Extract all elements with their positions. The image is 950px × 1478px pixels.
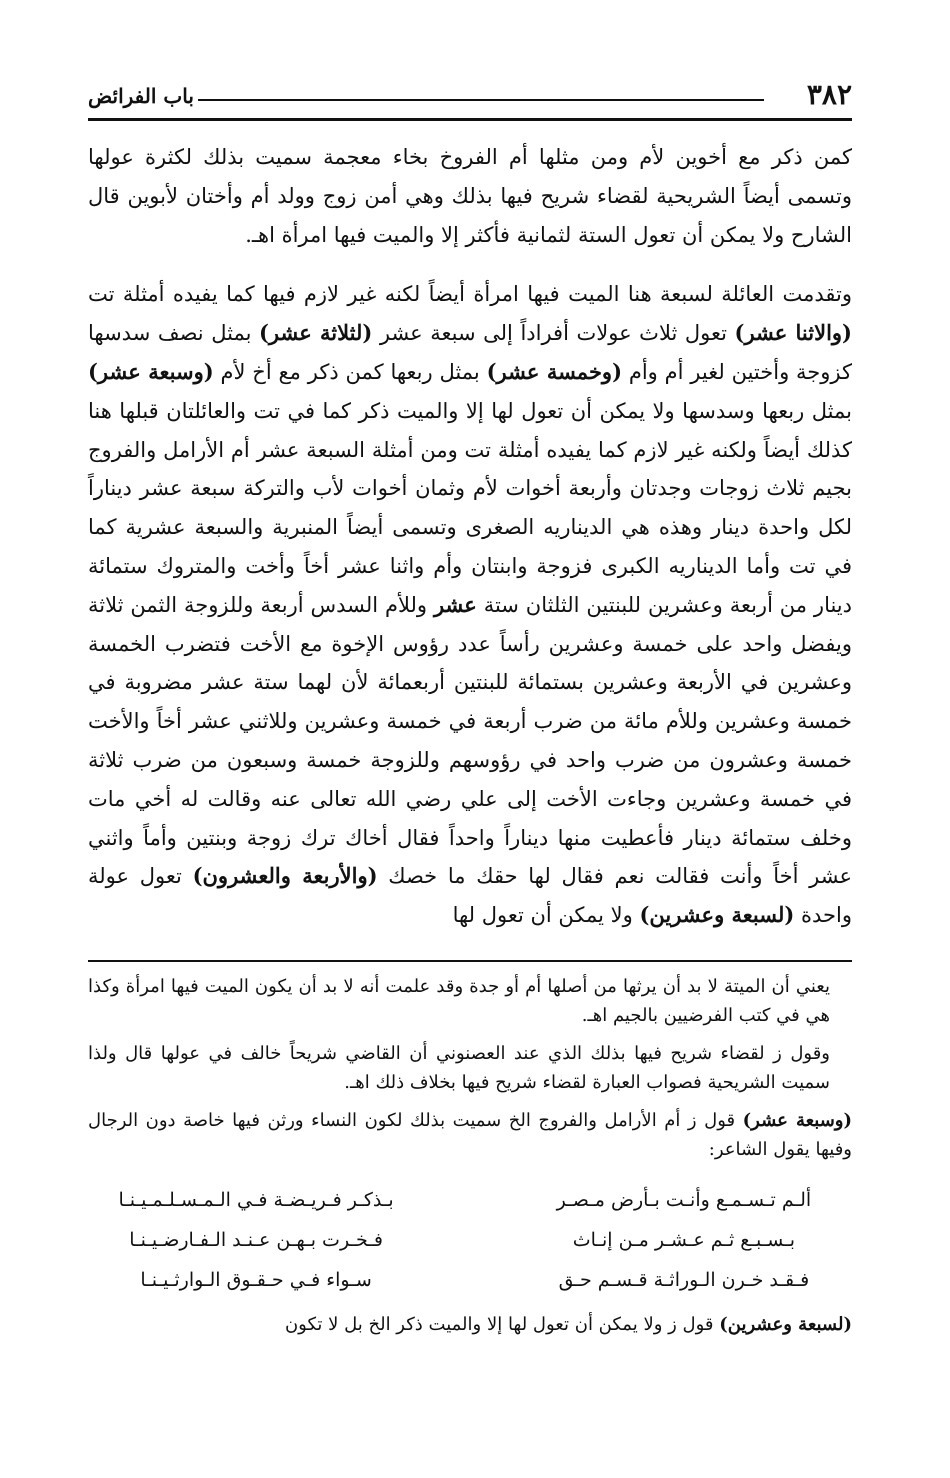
- chapter-title: باب الفرائض: [88, 84, 194, 108]
- footnote-3: [88, 1106, 852, 1164]
- bold-term: (وسبعة عشر): [88, 358, 214, 384]
- verse-second-half: فـخـرت بـهـن عـنـد الـفـارضـيـنـا: [129, 1228, 383, 1251]
- verse-second-half: بـذكـر فـريـضـة فـي الـمـسـلـمـيـنـا: [118, 1188, 394, 1211]
- verse-first-half: بـسـبـع ثـم عـشـر مـن إنـاث: [572, 1228, 796, 1251]
- footnote-text: قول ز ولا يمكن أن تعول لها إلا والميت ذكر الخ بل لا تكون: [284, 1314, 720, 1335]
- header-line: [198, 99, 764, 101]
- verse-second-half: سـواء فـي حـقـوق الـوارثـيـنـا: [140, 1268, 372, 1291]
- bold-term: عشر: [433, 591, 477, 617]
- paragraph-text: بمثل ربعها كمن ذكر مع أخ لأم: [213, 359, 487, 384]
- footnote-rule: [88, 960, 852, 962]
- poem-verse: [88, 1220, 852, 1260]
- paragraph-text: ولا يمكن أن تعول لها: [452, 903, 640, 928]
- footnote-1: يعني أن الميتة لا بد أن يرثها من أصلها أم أو جدة وقد علمت أنه لا بد أن يكون الميت فيها امرأة وكذا هي في كتب الفرضيين بالجيم اهـ.: [88, 976, 830, 1026]
- verse-first-half: فـقـد خـرن الـوراثـة قـسـم حـق: [558, 1268, 810, 1291]
- bold-term: (وخمسة عشر): [486, 358, 623, 384]
- paragraph-text: بمثل ربعها وسدسها ولا يمكن أن تعول لها إلا والميت ذكر كما في تت والعائلتان قبلها هنا كذلك أيضاً ولكنه غير لازم كما يفيده أمثلة تت ومن أمثلة السبعة عشر أم الأرامل والفروج بجيم ثلاث زوجات وجدتان وأربعة أخوات لأم وثمان أخوات لأب والتركة سبعة عشر ديناراً لكل واحدة دينار وهذه هي الديناريه الصغرى وتسمى أيضاً المنبرية والسبعة عشرية كما في تت وأما الديناريه الكبرى فزوجة وابنتان وأم واثنا عشر أخاً وأخت والمتروك ستمائة دينار من أربعة وعشرين للبنتين الثلثان ستة: [88, 398, 853, 617]
- paragraph-text: تعول ثلاث عولات أفراداً إلى سبعة عشر: [372, 321, 735, 346]
- paragraph-text: بمثل نصف سدسها كزوجة وأختين لغير أم وأم: [88, 321, 853, 384]
- verse-first-half: ألـم تـسـمـع وأنـت بـأرض مـصـر: [556, 1188, 812, 1211]
- bold-term: (وسبعة عشر): [742, 1110, 852, 1131]
- paragraph-text: وللأم السدس أربعة وللزوجة الثمن ثلاثة ويفضل واحد على خمسة وعشرين رأساً عدد رؤوس الإخوة مع الأخت فتضرب الخمسة وعشرين في الأربعة وعشرين بستمائة للبنتين أربعمائة لأن لهما ستة عشر مضروبة في خمسة وعشرين وللأم مائة من ضرب أربعة في خمسة وعشرين وللاثني عشر أخاً والأخت خمسة وعشرون من ضرب واحد في رؤوسهم وللزوجة خمسة وسبعون من ضرب ثلاثة في خمسة وعشرين وجاءت الأخت إلى علي رضي الله تعالى عنه وقالت له أخي مات وخلف ستمائة دينار فأعطيت منها ديناراً واحداً فقال أخاك ترك زوجة وبنتين وأماً واثني عشر أخاً وأنت فقالت نعم فقال لها حقك ما خصك: [88, 592, 852, 889]
- header-rule: [88, 118, 852, 121]
- footnote-4: [88, 1310, 852, 1339]
- bold-term: (لثلاثة عشر): [259, 320, 373, 346]
- bold-term: (والاثنا عشر): [734, 320, 852, 346]
- footnotes: [88, 972, 852, 1339]
- poem-verse: [88, 1180, 852, 1220]
- footnote-2: وقول ز لقضاء شريح فيها بذلك الذي عند العصنوني أن القاضي شريحاً خالف في عولها قال ولذا سميت الشريحية فصواب العبارة لقضاء شريح فيها بخلاف ذلك اهـ.: [88, 1043, 830, 1093]
- page-header: [88, 80, 852, 120]
- main-paragraph-2: [88, 275, 852, 935]
- bold-term: (والأربعة والعشرون): [192, 863, 378, 889]
- main-text: [88, 138, 852, 935]
- paragraph-text: تعول عولة واحدة: [88, 864, 852, 928]
- book-page: [88, 0, 852, 1478]
- main-paragraph-1: كمن ذكر مع أخوين لأم ومن مثلها أم الفروخ بخاء معجمة سميت بذلك لكثرة عولها وتسمى أيضاً الشريحية لقضاء شريح فيها بذلك وهي أمن زوج وولد أم وأختان لأبوين قال الشارح ولا يمكن أن تعول الستة لثمانية فأكثر إلا والميت فيها امرأة اهـ.: [88, 145, 852, 247]
- bold-term: (لسبعة وعشرين): [719, 1314, 852, 1335]
- paragraph-text: وتقدمت العائلة لسبعة هنا الميت فيها امرأة أيضاً لكنه غير لازم فيها كما يفيده أمثلة تت: [88, 282, 852, 307]
- footnote-text: قول ز أم الأرامل والفروج الخ سميت بذلك لكون النساء ورثن فيها خاصة دون الرجال وفيها يقول الشاعر:: [88, 1110, 852, 1160]
- poem: [88, 1180, 852, 1300]
- page-number: ٣٨٢: [806, 78, 852, 111]
- bold-term: (لسبعة وعشرين): [639, 902, 795, 928]
- poem-verse: [88, 1260, 852, 1300]
